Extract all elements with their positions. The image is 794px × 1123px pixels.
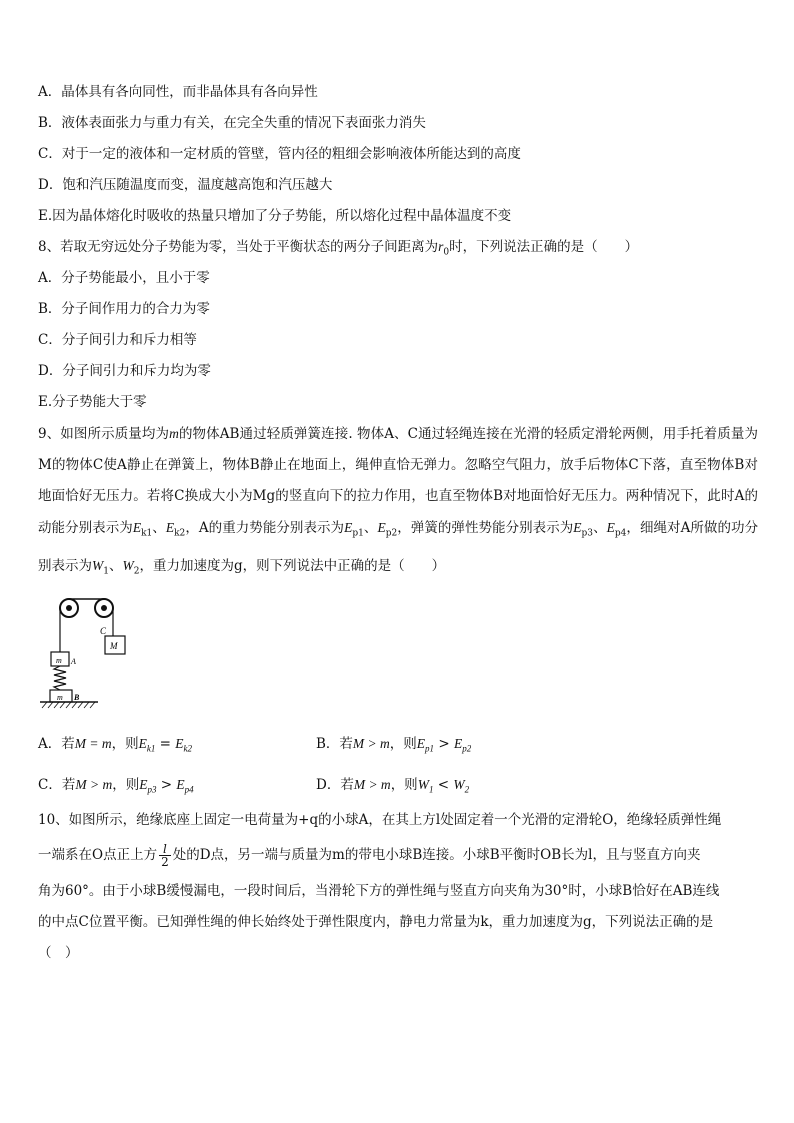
q8-option-d: D．分子间引力和斥力均为零 (38, 363, 211, 379)
q10-line-3: 角为60°。由于小球B缓慢漏电，一段时间后，当滑轮下方的弹性绳与竖直方向夹角为30°时，小球B恰好在AB连线 (38, 883, 720, 899)
label-b: B (74, 693, 80, 702)
q9-stem: 9、如图所示质量均为m的物体AB通过轻质弹簧连接. 物体A、C通过轻绳连接在光滑的轻质定滑轮两侧，用手托着质量为M的物体C使A静止在弹簧上，物体B静止在地面上，绳伸直恰无弹力。忽略空气阻力，放手后物体C下落，直至物体B对地面恰好无压力。若将C换成大小为Mg的竖直向下的拉力作用，也直至物体B对地面恰好无压力。两种情况下，此时A的动能分别表示为$E_{k1}$、$E_{k2}$，A的重力势能分别表示为$E_{p1}$、$E_{p2}$，弹簧的弹性势能分别表示为$E_{p3}$、$E_{p4}$，细绳对A所做的功分别表示为$W_1$、$W_2$，重力加速度为g，则下列说法中正确的是（ ） (38, 426, 759, 577)
q10-line-5: （ ） (38, 945, 79, 961)
fraction-l-over-2: $\frac{l}{2}$ (161, 842, 169, 869)
q9-option-d: D．若M > m，则$W_1 < W_2$ (316, 777, 470, 795)
q10-line-4: 的中点C位置平衡。已知弹性绳的伸长始终处于弹性限度内，静电力常量为k，重力加速度为g，下列说法正确的是 (38, 914, 714, 930)
q7-option-d: D．饱和汽压随温度而变，温度越高饱和汽压越大 (38, 177, 333, 193)
q9-option-c: C．若M > m，则$E_{p3} > E_{p4}$ (38, 777, 194, 795)
label-c: C (100, 626, 107, 636)
label-m-block-c: M (110, 641, 118, 651)
label-m-block-b: m (57, 693, 63, 702)
q7-option-a: A．晶体具有各向同性，而非晶体具有各向异性 (38, 84, 318, 100)
q8-option-e: E.分子势能大于零 (38, 394, 147, 410)
q7-option-b: B．液体表面张力与重力有关，在完全失重的情况下表面张力消失 (38, 115, 426, 131)
q8-option-c: C．分子间引力和斥力相等 (38, 332, 197, 348)
q7-option-c: C．对于一定的液体和一定材质的管壁，管内径的粗细会影响液体所能达到的高度 (38, 146, 521, 162)
label-a: A (71, 657, 76, 666)
q9-pulley-figure (38, 594, 148, 714)
q10-line-1: 10、如图所示，绝缘底座上固定一电荷量为+q的小球A，在其上方l处固定着一个光滑的定滑轮O，绝缘轻质弹性绳 (38, 812, 722, 828)
q8-stem: 8、若取无穷远处分子势能为零，当处于平衡状态的两分子间距离为$r_0$时，下列说法正确的是（ ） (38, 239, 639, 258)
q9-option-a: A．若M = m，则$E_{k1} = E_{k2}$ (38, 736, 193, 754)
q10-line-2: 一端系在O点正上方 $\frac{l}{2}$ 处的D点，另一端与质量为m的带电小球B连接。小球B平衡时OB长为l，且与竖直方向夹 (38, 842, 701, 869)
q7-option-e: E.因为晶体熔化时吸收的热量只增加了分子势能，所以熔化过程中晶体温度不变 (38, 208, 512, 224)
q8-option-b: B．分子间作用力的合力为零 (38, 301, 210, 317)
q8-option-a: A．分子势能最小，且小于零 (38, 270, 210, 286)
label-m-block-a: m (56, 656, 62, 665)
q9-option-b: B．若M > m，则$E_{p1} > E_{p2}$ (316, 736, 472, 754)
spring (54, 666, 66, 690)
